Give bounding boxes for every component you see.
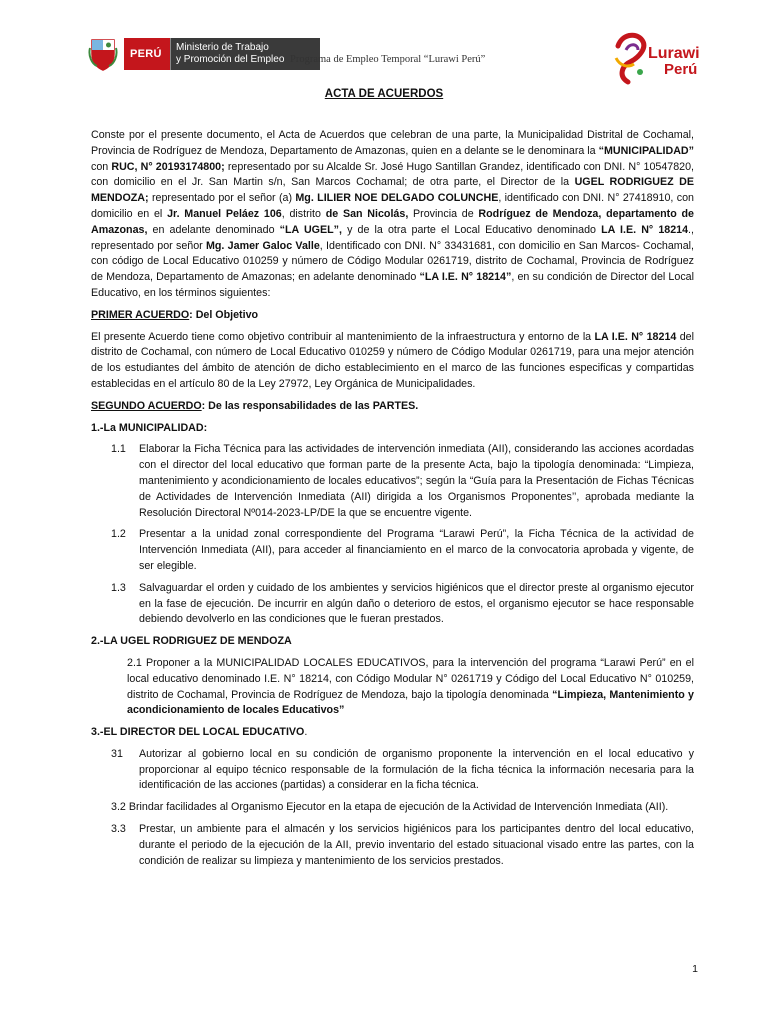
primer-acuerdo-paragraph: El presente Acuerdo tiene como objetivo contribuir al mantenimiento de la infraestructura y entorno de la LA I.E. N° 18214 del distrito de Cochamal, con número de Local Educativo 010259 y número de Código Modular 0261719, para una mejor atención de los estudiantes del ámbito de atención de dicho establecimiento en el marco de las funciones especificas y compartidas establecidas en el artículo 80 de la Ley 27972, Ley Orgánica de Municipalidades. — [91, 330, 694, 390]
item-1-3: 1.3 Salvaguardar el orden y cuidado de los ambientes y servicios higiénicos que el director preste al organismo ejecutor en la fase de ejecución. De incurrir en algún daño o deterioro de estos, el organismo ejecutor se hace responsable debiendo devolverlo en las condiciones que le fueran prestados. — [111, 581, 694, 626]
section-2-heading: 2.-LA UGEL RODRIGUEZ DE MENDOZA — [91, 635, 292, 648]
section-1-heading: 1.-La MUNICIPALIDAD: — [91, 421, 208, 434]
item-1-1: 1.1 Elaborar la Ficha Técnica para las actividades de intervención inmediata (AII), considerando las acciones acordadas con el director del local educativo que forman parte de la presente Acta, bajo la tipología denominada: “Limpieza, mantenimiento y acondicionamiento de locales educativos”; según la “Guía para la Presentación de Fichas Técnicas de Actividades de Intervención Inmediata (AII) dirigida a los Organismos Proponentes’’, aprobada mediante la Resolución Directoral Nº014-2023-LP/DE la que se encuentre vigente. — [111, 443, 694, 519]
letterhead — [88, 28, 728, 88]
item-3-1: 31 Autorizar al gobierno local en su condición de organismo proponente la intervención en el local educativo y proporcionar al equipo técnico responsable de la formulación de la ficha técnica la información necesaria para la identificación de las acciones (partidas) a considerar en la ficha técnica. — [111, 747, 694, 792]
intro-paragraph: Conste por el presente documento, el Acta de Acuerdos que celebran de una parte, la Municipalidad Distrital de Cochamal, Provincia de Rodríguez de Mendoza, Departamento de Amazonas, quien en a delante se le denominara la “MUNICIPALIDAD” con RUC, N° 20193174800; representado por su Alcalde Sr. José Hugo Santillan Grandez, identificado con DNI. N° 10547820, con domicilio en el Jr. San Martin s/n, San Marcos Cochamal; de otra parte, el Director de la UGEL RODRIGUEZ DE MENDOZA; representado por el señor (a) Mg. LILIER NOE DELGADO COLUNCHE, identificado con DNI. N° 27418910, con domicilio en el Jr. Manuel Peláez 106, distrito de San Nicolás, Provincia de Rodríguez de Mendoza, departamento de Amazonas, en adelante denominado “LA UGEL”, y de la otra parte el Local Educativo denominado LA I.E. N° 18214., representado por señor Mg. Jamer Galoc Valle, Identificado con DNI. N° 33431681, con domicilio en San Marcos- Cochamal, con código de Local Educativo 010259 y número de Código Modular 0261719, distrito de Cochamal, Provincia de Rodríguez de Mendoza, Departamento de Amazonas; en adelante denominado “LA I.E. N° 18214”, en su condición de Director del Local Educativo, en los términos siguientes: — [91, 129, 695, 299]
peru-label: PERÚ — [124, 38, 170, 70]
item-3-3: 3.3 Prestar, un ambiente para el almacén y los servicios higiénicos para los participantes dentro del local educativo, durante el periodo de la ejecución de la AII, previo inventario del estado situacional visado entre las partes, con la condición de realizar su limpieza y mantenimiento de los servicios prestados. — [111, 823, 694, 867]
primer-acuerdo-heading: PRIMER ACUERDO: Del Objetivo — [91, 308, 259, 321]
logo-text-peru: Perú — [664, 61, 698, 78]
section-3-heading: 3.-EL DIRECTOR DEL LOCAL EDUCATIVO. — [91, 726, 308, 739]
logo-text-lurawi: Lurawi — [648, 45, 700, 62]
lurawi-peru-logo — [608, 28, 728, 86]
document-title: ACTA DE ACUERDOS — [324, 88, 444, 100]
item-3-2: 3.2 Brindar facilidades al Organismo Ejecutor en la etapa de ejecución de la Actividad de Intervención Inmediata (AII). — [111, 801, 669, 814]
page-number: 1 — [692, 963, 698, 975]
segundo-acuerdo-heading: SEGUNDO ACUERDO: De las responsabilidades de las PARTES. — [91, 399, 419, 412]
item-1-2: 1.2 Presentar a la unidad zonal correspondiente del Programa “Larawi Perú”, la Ficha Técnica de la actividad de Intervención Inmediata (AII), para acceder al financiamiento en el marco de la convocatoria aprobada y vigente, de ser elegible. — [111, 528, 694, 572]
ministry-line-2: y Promoción del Empleo — [176, 53, 285, 65]
document-body — [91, 128, 694, 869]
item-2-1: 2.1 Proponer a la MUNICIPALIDAD LOCALES EDUCATIVOS, para la intervención del programa “Larawi Perú” en el local educativo denominado I.E. N° 18214, con Código Modular N° 0261719 y Código del Local Educativo N° 010259, distrito de Cochamal, Provincia de Rodríguez de Mendoza, bajo la tipología denominada “Limpieza, Mantenimiento y acondicionamiento de locales Educativos” — [127, 656, 694, 717]
program-name: Programa de Empleo Temporal “Lurawi Perú” — [290, 54, 486, 65]
ministry-line-1: Ministerio de Trabajo — [176, 42, 269, 53]
coat-of-arms-icon — [88, 36, 118, 72]
